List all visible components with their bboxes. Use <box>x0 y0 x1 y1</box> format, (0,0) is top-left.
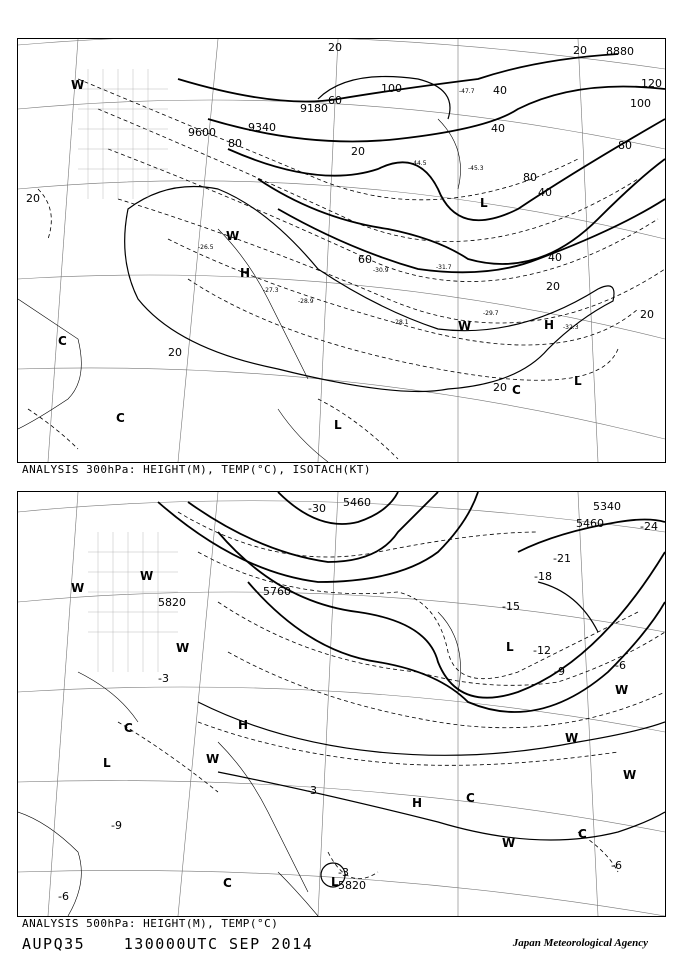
temp-label: -31.7 <box>436 264 452 271</box>
low-pressure-marker: L <box>480 196 488 210</box>
isotach-label: 80 <box>618 139 632 152</box>
temp-label: -3 <box>306 784 317 797</box>
isotach-label: 20 <box>573 44 587 57</box>
agency-name: Japan Meteorological Agency <box>512 937 648 949</box>
isotach-lines <box>125 77 614 392</box>
cold-marker: C <box>223 876 232 890</box>
temp-label: -3 <box>338 866 349 879</box>
cold-marker: C <box>116 411 125 425</box>
temp-label: -24 <box>640 520 658 533</box>
isotach-label: 80 <box>228 137 242 150</box>
temp-label: -6 <box>611 859 622 872</box>
temp-label: -26.5 <box>198 244 214 251</box>
warm-marker: W <box>458 319 472 333</box>
temp-label: -6 <box>58 890 69 903</box>
height-label: 5460 <box>576 517 604 530</box>
height-label: 5340 <box>593 500 621 513</box>
isotach-label: 80 <box>523 171 537 184</box>
isotach-label: 60 <box>328 94 342 107</box>
warm-marker: W <box>71 581 85 595</box>
cold-marker: C <box>512 383 521 397</box>
height-label: 5760 <box>263 585 291 598</box>
high-pressure-marker: H <box>544 318 555 332</box>
warm-marker: W <box>176 641 190 655</box>
warm-marker: W <box>71 78 85 92</box>
isotach-label: 20 <box>640 308 654 321</box>
temperature-isotherms <box>28 79 665 459</box>
temp-label: -9 <box>554 665 565 678</box>
isotach-label: 60 <box>358 253 372 266</box>
chart-identifier <box>22 935 341 953</box>
height-label: 5820 <box>338 879 366 892</box>
temp-label: -21 <box>553 552 571 565</box>
temp-label: -9 <box>111 819 122 832</box>
isotach-label: 100 <box>381 82 402 95</box>
isotach-label: 40 <box>538 186 552 199</box>
temp-label: -30 <box>308 502 326 515</box>
cold-marker: C <box>58 334 67 348</box>
temp-label: -47.7 <box>459 88 475 95</box>
isotach-label: 40 <box>491 122 505 135</box>
caption-500hpa: ANALYSIS 500hPa: HEIGHT(M), TEMP(°C) <box>22 917 279 930</box>
isotach-label: 40 <box>548 251 562 264</box>
height-label: 8880 <box>606 45 634 58</box>
height-label: 9600 <box>188 126 216 139</box>
temp-label: -27.3 <box>263 287 279 294</box>
low-pressure-marker: L <box>103 756 111 770</box>
warm-marker: W <box>140 569 154 583</box>
cold-marker: C <box>578 827 587 841</box>
high-pressure-marker: H <box>238 718 249 732</box>
isotach-label: 20 <box>26 192 40 205</box>
warm-marker: W <box>615 683 629 697</box>
height-label: 5820 <box>158 596 186 609</box>
warm-marker: W <box>502 836 516 850</box>
temp-label: -45.3 <box>468 165 484 172</box>
temp-label: -12 <box>533 644 551 657</box>
isotach-label: 20 <box>168 346 182 359</box>
caption-300hpa: ANALYSIS 300hPa: HEIGHT(M), TEMP(°C), ISOTACH(KT) <box>22 463 372 476</box>
warm-marker: W <box>623 768 637 782</box>
isotach-label: 100 <box>630 97 651 110</box>
map-500hpa <box>17 491 666 917</box>
warm-marker: W <box>206 752 220 766</box>
high-pressure-marker: H <box>240 266 251 280</box>
isotach-label: 120 <box>641 77 662 90</box>
map-500hpa-canvas <box>18 492 665 916</box>
height-label: 9340 <box>248 121 276 134</box>
low-pressure-marker: L <box>506 640 514 654</box>
chart-code: AUPQ35 <box>22 935 86 953</box>
low-pressure-marker: L <box>574 374 582 388</box>
low-pressure-marker: L <box>334 418 342 432</box>
isotach-label: 20 <box>546 280 560 293</box>
height-label: 9180 <box>300 102 328 115</box>
temp-label: -15 <box>502 600 520 613</box>
warm-marker: W <box>565 731 579 745</box>
temp-label: -44.5 <box>411 160 427 167</box>
map-300hpa <box>17 38 666 463</box>
high-pressure-marker: H <box>412 796 423 810</box>
temp-label: -18 <box>534 570 552 583</box>
isotach-label: 40 <box>493 84 507 97</box>
coastlines <box>18 119 461 462</box>
temp-label: -32.3 <box>563 324 579 331</box>
temp-label: -3 <box>158 672 169 685</box>
cold-marker: C <box>124 721 133 735</box>
temp-label: -28.1 <box>393 319 409 326</box>
height-contours-thin <box>198 582 665 840</box>
warm-marker: W <box>226 229 240 243</box>
isotach-label: 20 <box>351 145 365 158</box>
isotach-label: 20 <box>493 381 507 394</box>
temp-label: -30.9 <box>373 267 389 274</box>
temp-label: -6 <box>615 659 626 672</box>
map-300hpa-canvas <box>18 39 665 462</box>
isotach-label: 20 <box>328 41 342 54</box>
chart-time: 130000UTC SEP 2014 <box>123 935 314 953</box>
temp-label: -28.9 <box>298 298 314 305</box>
height-label: 5460 <box>343 496 371 509</box>
cold-marker: C <box>466 791 475 805</box>
low-pressure-marker: L <box>331 875 339 889</box>
station-grid <box>78 69 168 199</box>
temp-label: -29.7 <box>483 310 499 317</box>
